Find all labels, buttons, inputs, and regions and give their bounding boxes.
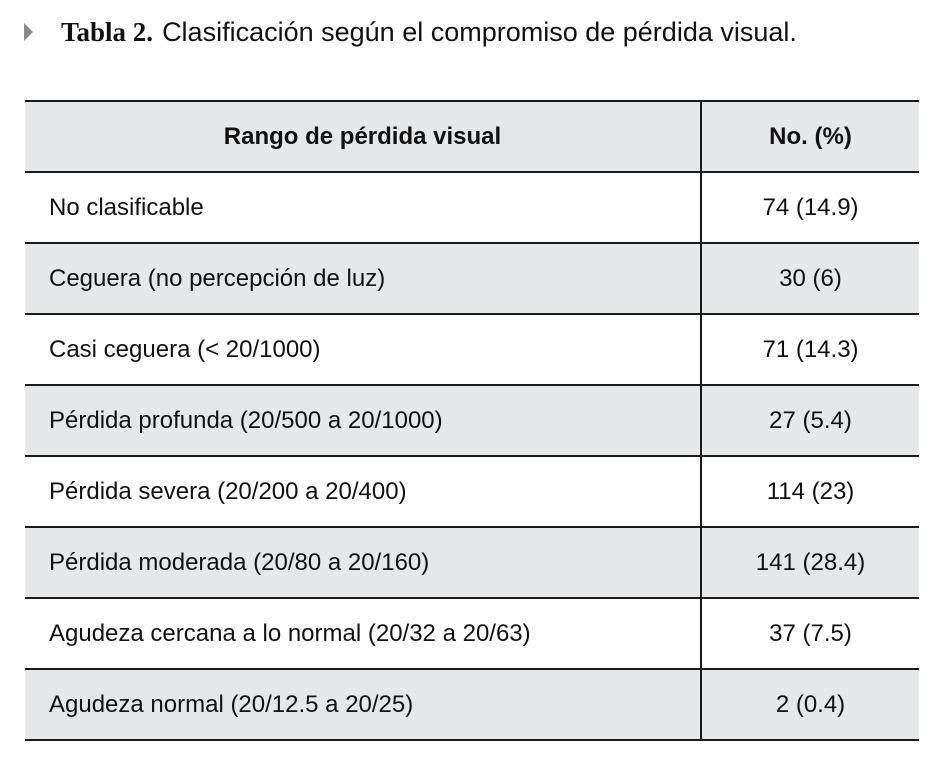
row-range: Pérdida moderada (20/80 a 20/160) [25, 527, 701, 598]
caption-label: Tabla 2. [61, 16, 154, 47]
row-count: 114 (23) [701, 456, 919, 527]
row-range: Ceguera (no percepción de luz) [25, 243, 701, 314]
table-row [25, 527, 919, 598]
header-range: Rango de pérdida visual [25, 101, 701, 172]
row-count: 141 (28.4) [701, 527, 919, 598]
table-row [25, 243, 919, 314]
row-count: 74 (14.9) [701, 172, 919, 243]
table-header-row [25, 101, 919, 172]
row-count: 27 (5.4) [701, 385, 919, 456]
row-range: Pérdida profunda (20/500 a 20/1000) [25, 385, 701, 456]
caption-title: Clasificación según el compromiso de pérdida visual. [162, 16, 797, 47]
table-caption [24, 14, 797, 50]
table-row [25, 669, 919, 740]
header-count: No. (%) [701, 101, 919, 172]
triangle-bullet-icon [24, 23, 33, 41]
table-row [25, 172, 919, 243]
table-row [25, 456, 919, 527]
row-count: 30 (6) [701, 243, 919, 314]
row-count: 71 (14.3) [701, 314, 919, 385]
table-row [25, 385, 919, 456]
row-range: Pérdida severa (20/200 a 20/400) [25, 456, 701, 527]
row-count: 37 (7.5) [701, 598, 919, 669]
row-range: No clasificable [25, 172, 701, 243]
classification-table [25, 100, 919, 741]
row-range: Casi ceguera (< 20/1000) [25, 314, 701, 385]
row-count: 2 (0.4) [701, 669, 919, 740]
table-row [25, 598, 919, 669]
table-row [25, 314, 919, 385]
row-range: Agudeza cercana a lo normal (20/32 a 20/63) [25, 598, 701, 669]
row-range: Agudeza normal (20/12.5 a 20/25) [25, 669, 701, 740]
